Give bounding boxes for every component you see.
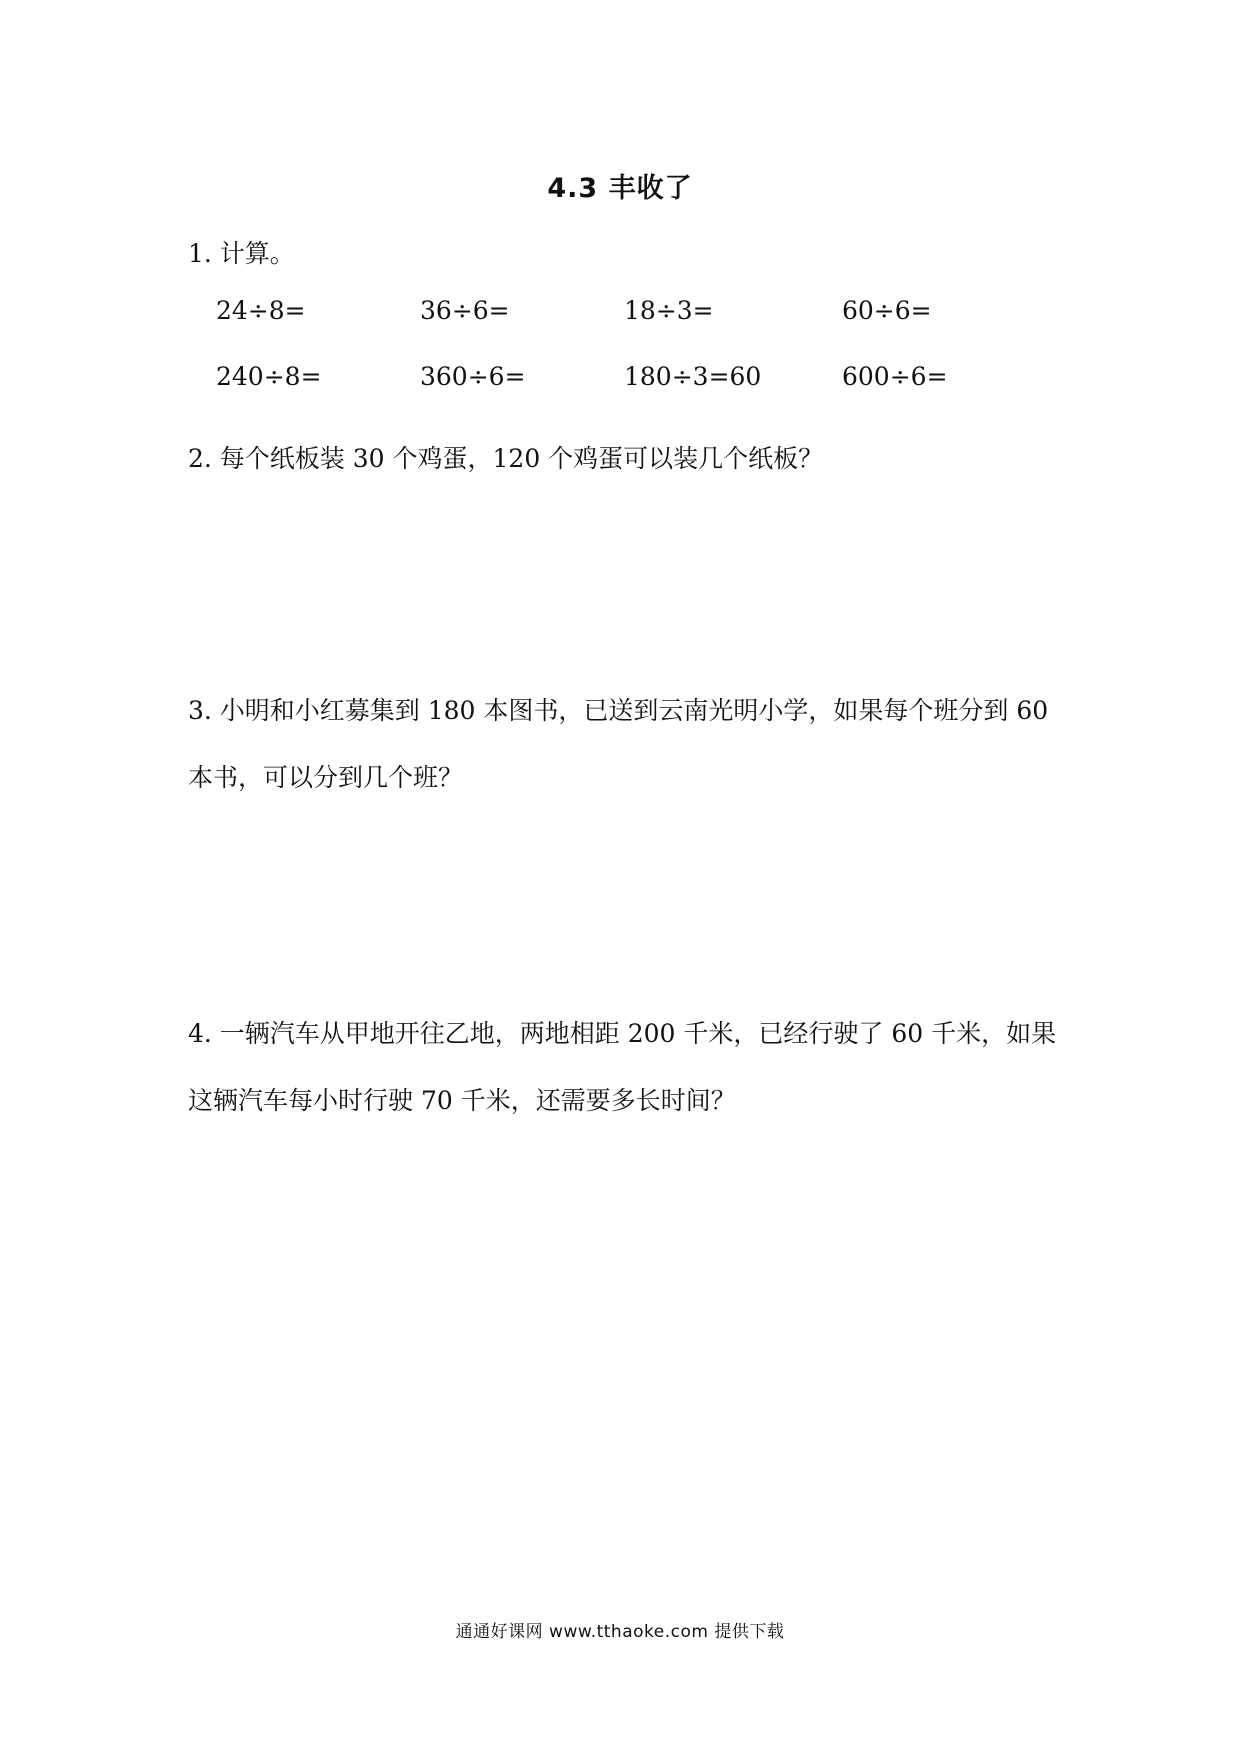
calc-row — [216, 296, 1016, 362]
footer-credit: 通通好课网 www.tthaoke.com 提供下载 — [455, 1622, 785, 1642]
question-4: 4. 一辆汽车从甲地开往乙地，两地相距 200 千米，已经行驶了 60 千米，如果这辆汽车每小时行驶 70 千米，还需要多长时间？ — [188, 1019, 1057, 1115]
calc-item: 36÷6= — [420, 296, 510, 325]
calc-item: 24÷8= — [216, 296, 306, 325]
calc-item: 60÷6= — [842, 296, 932, 325]
question-3: 3. 小明和小红募集到 180 本图书，已送到云南光明小学，如果每个班分到 60 本书，可以分到几个班？ — [188, 696, 1049, 792]
calc-item: 180÷3=60 — [624, 362, 762, 391]
section-1-label: 1. 计算。 — [188, 239, 295, 268]
calc-item: 18÷3= — [624, 296, 714, 325]
calc-item: 360÷6= — [420, 362, 526, 391]
page-title: 4.3 丰收了 — [547, 173, 693, 204]
calc-item: 240÷8= — [216, 362, 322, 391]
calc-item: 600÷6= — [842, 362, 948, 391]
calculation-grid — [216, 296, 1016, 428]
question-2: 2. 每个纸板装 30 个鸡蛋，120 个鸡蛋可以装几个纸板？ — [188, 444, 824, 473]
calc-row — [216, 362, 1016, 428]
